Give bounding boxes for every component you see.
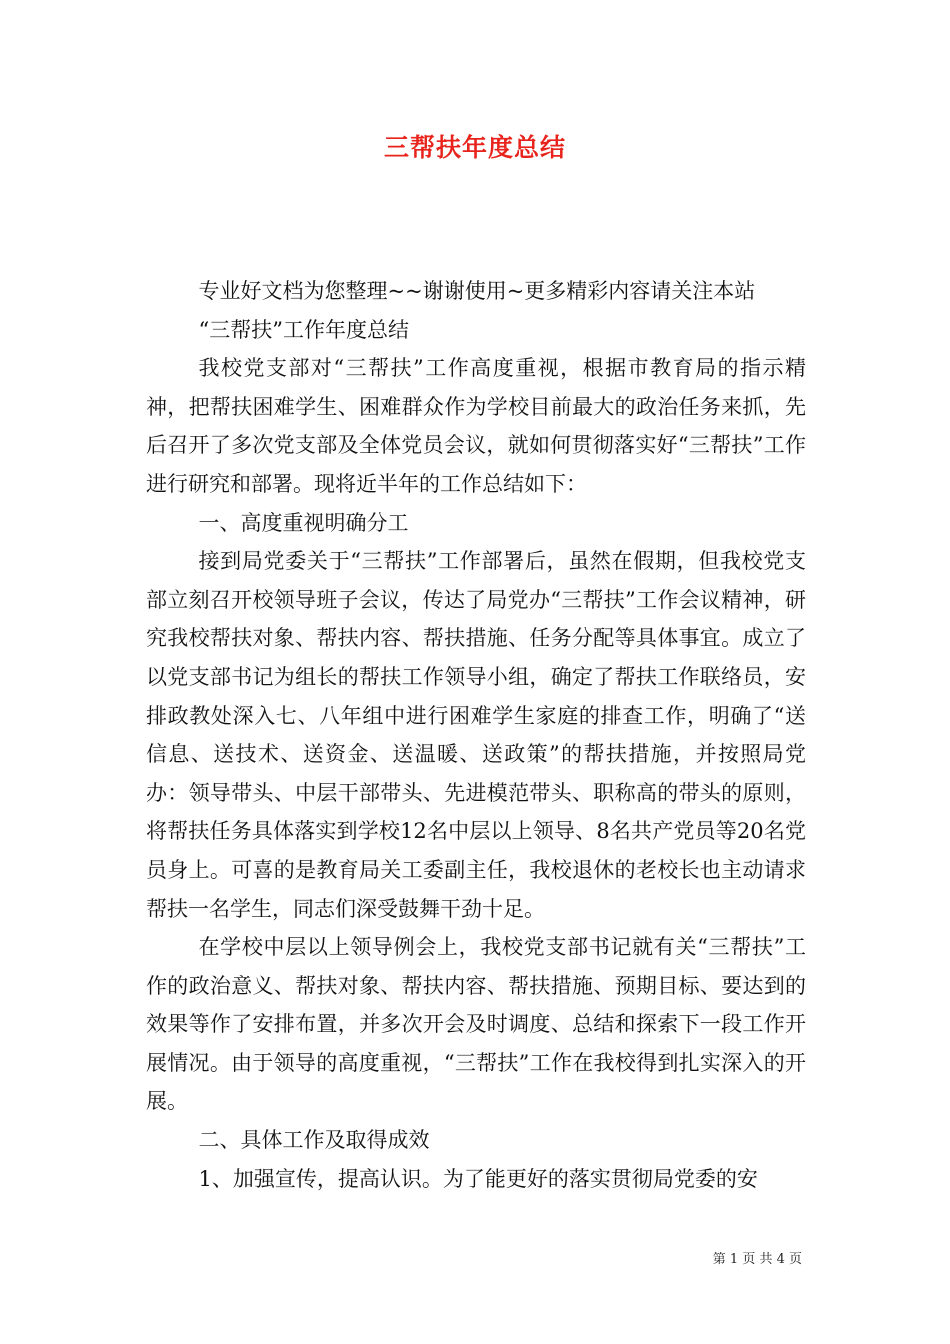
- paragraph-meeting: 在学校中层以上领导例会上，我校党支部书记就有关“三帮扶”工作的政治意义、帮扶对象、帮扶内容、帮扶措施、预期目标、要达到的效果等作了安排布置，并多次开会及时调度、总结和探索下一段工作开展情况。由于领导的高度重视，“三帮扶”工作在我校得到扎实深入的开展。: [146, 935, 806, 1114]
- section-heading-2: 二、具体工作及取得成效: [198, 1128, 430, 1153]
- document-title: 三帮扶年度总结: [383, 133, 566, 162]
- page-indicator: 第 1 页 共 4 页: [712, 1252, 802, 1267]
- section-heading-1: 一、高度重视明确分工: [198, 510, 409, 535]
- paragraph-source-note: 专业好文档为您整理~~谢谢使用~更多精彩内容请关注本站: [198, 279, 756, 303]
- paragraph-section-1: 接到局党委关于“三帮扶”工作部署后，虽然在假期，但我校党支部立刻召开校领导班子会议，传达了局党办“三帮扶”工作会议精神，研究我校帮扶对象、帮扶内容、帮扶措施、任务分配等具体事宜。成立了以党支部书记为组长的帮扶工作领导小组，确定了帮扶工作联络员，安排政教处深入七、八年组中进行困难学生家庭的排查工作，明确了“送信息、送技术、送资金、送温暖、送政策”的帮扶措施，并按照局党办：领导带头、中层干部带头、先进模范带头、职称高的带头的原则，将帮扶任务具体落实到学校12名中层以上领导、8名共产党员等20名党员身上。可喜的是教育局关工委副主任，我校退休的老校长也主动请求帮扶一名学生，同志们深受鼓舞干劲十足。: [146, 549, 806, 921]
- document-body: [146, 272, 806, 1198]
- paragraph-intro: 我校党支部对“三帮扶”工作高度重视，根据市教育局的指示精神，把帮扶困难学生、困难群众作为学校目前最大的政治任务来抓，先后召开了多次党支部及全体党员会议，就如何贯彻落实好“三帮扶”工作进行研究和部署。现将近半年的工作总结如下：: [146, 356, 806, 496]
- paragraph-item-1: 1、加强宣传，提高认识。为了能更好的落实贯彻局党委的安: [198, 1166, 758, 1191]
- paragraph-subtitle: “三帮扶”工作年度总结: [198, 317, 409, 342]
